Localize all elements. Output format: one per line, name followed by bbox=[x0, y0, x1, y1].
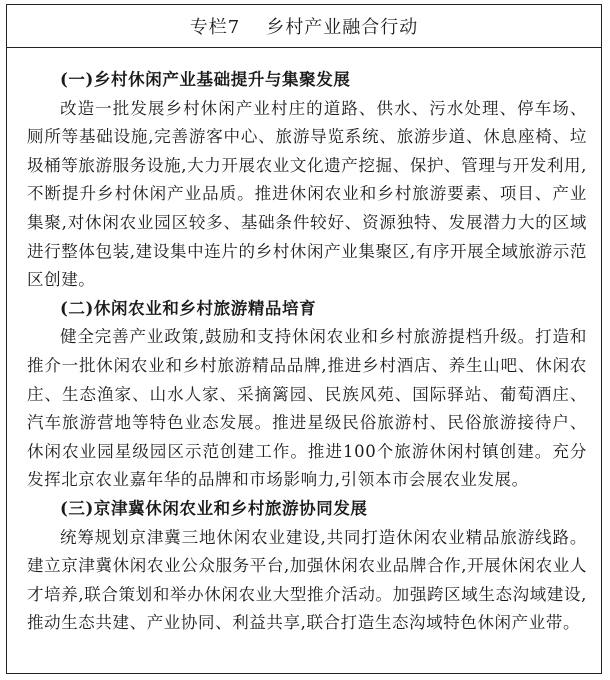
section-heading-1: (一)乡村休闲产业基础提升与集聚发展 bbox=[60, 70, 351, 89]
column-label: 专栏7 bbox=[189, 17, 241, 38]
column-title: 乡村产业融合行动 bbox=[266, 17, 419, 38]
section-body-1: 改造一批发展乡村休闲产业村庄的道路、供水、污水处理、停车场、厕所等基础设施,完善游客中心、旅游导览系统、旅游步道、休息座椅、垃圾桶等旅游服务设施,大力开展农业文化遗产挖掘、保护、管理与开发利用,不断提升乡村休闲产业品质。推进休闲农业和乡村旅游要素、项目、产业集聚,对休闲农业园区较多、基础条件较好、资源独特、发展潜力大的区域进行整体包装,建设集中连片的乡村休闲产业集聚区,有序开展全域旅游示范区创建。 bbox=[27, 98, 587, 290]
section-heading-2: (二)休闲农业和乡村旅游精品培育 bbox=[60, 298, 317, 318]
column-content bbox=[7, 48, 601, 638]
section-body-3: 统筹规划京津冀三地休闲农业建设,共同打造休闲农业精品旅游线路。建立京津冀休闲农业公众服务平台,加强休闲农业品牌合作,开展休闲农业人才培养,联合策划和举办休闲农业大型推介活动。加强跨区域生态沟域建设,推动生态共建、产业协同、利益共享,联合打造生态沟域特色休闲产业带。 bbox=[27, 527, 587, 633]
section-body-2: 健全完善产业政策,鼓励和支持休闲农业和乡村旅游提档升级。打造和推介一批休闲农业和乡村旅游精品品牌,推进乡村酒店、养生山吧、休闲农庄、生态渔家、山水人家、采摘篱园、民族风苑、国际驿站、葡萄酒庄、汽车旅游营地等特色业态发展。推进星级民俗旅游村、民俗旅游接待户、休闲农业园星级园区示范创建工作。推进100个旅游休闲村镇创建。充分发挥北京农业嘉年华的品牌和市场影响力,引领本市会展农业发展。 bbox=[27, 327, 587, 490]
column-box bbox=[6, 4, 602, 674]
column-title-bar bbox=[7, 5, 601, 48]
section-heading-3: (三)京津冀休闲农业和乡村旅游协同发展 bbox=[60, 498, 368, 518]
